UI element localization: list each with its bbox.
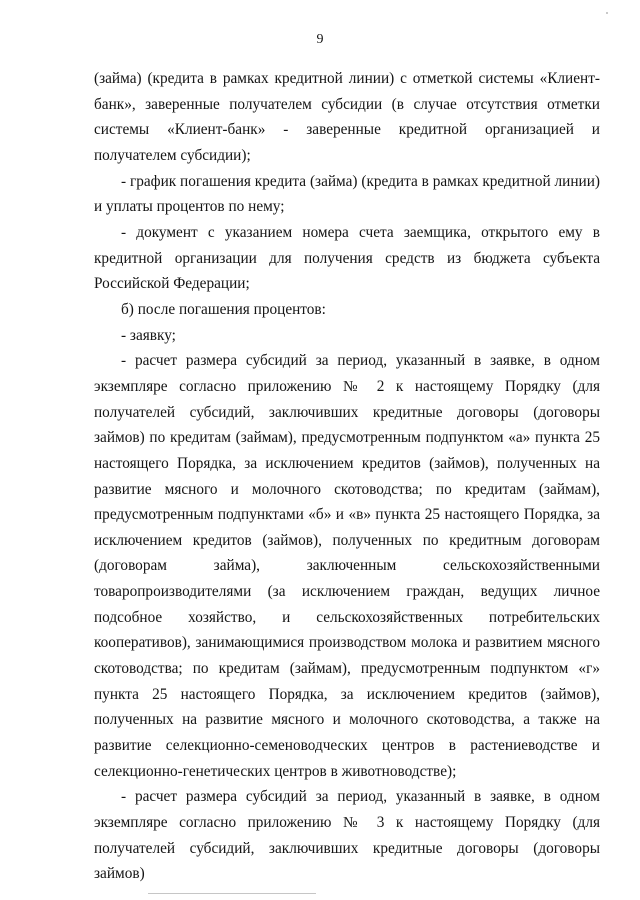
scan-artifact-line — [148, 893, 316, 894]
paragraph-subsidy-calculation-appendix-3: - расчет размера субсидий за период, указанный в заявке, в одном экземпляре согласно приложению № 3 к настоящему Порядку (для получателей субсидий, заключивших кредитные договоры (договоры займов) — [94, 788, 600, 883]
document-body — [94, 66, 600, 887]
paragraph-after-interest-repayment: б) после погашения процентов: — [121, 300, 326, 318]
paragraph-subsidy-calculation-appendix-2: - расчет размера субсидий за период, указанный в заявке, в одном экземпляре согласно приложению № 2 к настоящему Порядку (для получателей субсидий, заключивших кредитные договоры (договоры займов) по кредитам (займам), предусмотренным подпунктом «а» пункта 25 настоящего Порядка, за исключением кредитов (займов), полученных на развитие мясного и молочного скотоводства; по кредитам (займам), предусмотренным подпунктами «б» и «в» пункта 25 настоящего Порядка, за исключением кредитов (займов), полученных по кредитным договорам (договорам займа), заключенным сельскохозяйственными товаропроизводителями (за исключением граждан, ведущих личное подсобное хозяйство, и сельскохозяйственных потребительских кооперативов), занимающимися производством молока и развитием мясного скотоводства; по кредитам (займам), предусмотренным подпунктом «г» пункта 25 настоящего Порядка, за исключением кредитов (займов), полученных на развитие мясного и молочного скотоводства, а также на развитие селекционно-семеноводческих центров в растениеводстве и селекционно-генетических центров в животноводстве); — [94, 352, 600, 780]
paragraph-application: - заявку; — [121, 326, 176, 344]
page-number: 9 — [316, 32, 324, 47]
paragraph-repayment-schedule: - график погашения кредита (займа) (кредита в рамках кредитной линии) и уплаты процентов по нему; — [94, 172, 600, 216]
paragraph-borrower-account-document: - документ с указанием номера счета заемщика, открытого ему в кредитной организации для получения средств из бюджета субъекта Российской Федерации; — [94, 223, 600, 293]
scan-speck — [606, 12, 608, 14]
paragraph-continuation-bank-statement: (займа) (кредита в рамках кредитной линии) с отметкой системы «Клиент-банк», заверенные получателем субсидии (в случае отсутствия отметки системы «Клиент-банк» - заверенные кредитной организацией и получателем субсидии); — [94, 70, 600, 164]
